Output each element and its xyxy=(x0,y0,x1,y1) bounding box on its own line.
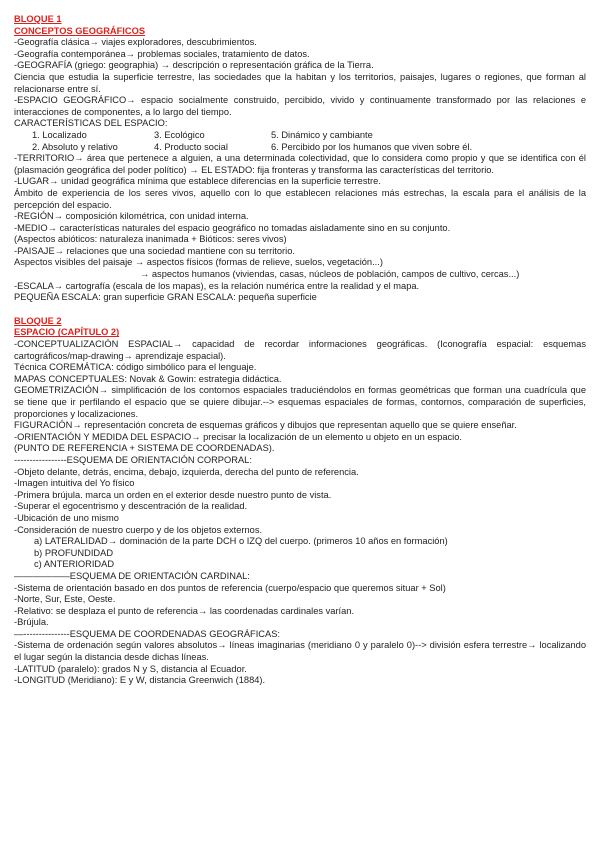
text-line: PEQUEÑA ESCALA: gran superficie GRAN ESCALA: pequeña superficie xyxy=(14,292,317,303)
characteristic-item: 1. Localizado xyxy=(32,129,87,140)
text-paragraph: Ámbito de experiencia de los seres vivos, aquello con lo que establecen relaciones más estrechas, la escala para el análisis de la percepción del espacio. xyxy=(14,187,586,210)
characteristic-item: 2. Absoluto y relativo xyxy=(32,141,118,152)
text-line: MAPAS CONCEPTUALES: Novak & Gowin: estrategia didáctica. xyxy=(14,373,282,384)
text-line: -LATITUD (paralelo): grados N y S, distancia al Ecuador. xyxy=(14,663,247,674)
text-paragraph: GEOMETRIZACIÓN→ simplificación de los contornos espaciales traduciéndolos en formas geométricas que forman una cuadrícula que se tiene que ir perfilando el espacio que se quiere dibujar.--> esquemas espaciales de formas, contornos, comparación de superficies, proporciones y localizaciones. xyxy=(14,385,586,419)
bloque-2-subtitle: ESPACIO (CAPÍTULO 2) xyxy=(14,327,120,338)
text-paragraph: -ESPACIO GEOGRÁFICO→ espacio socialmente construido, percibido, vivido y continuamente transformado por las relaciones e interacciones de componentes, a lo largo del tiempo. xyxy=(14,95,586,117)
bloque-2 xyxy=(14,316,586,687)
text-line: (PUNTO DE REFERENCIA + SISTEMA DE COORDENADAS). xyxy=(14,443,275,454)
text-line: -Imagen intuitiva del Yo físico xyxy=(14,478,135,489)
text-line: -Geografía contemporánea→ problemas sociales, tratamiento de datos. xyxy=(14,48,310,59)
text-line: -LUGAR→ unidad geográfica mínima que establece diferencias en la superficie terrestre. xyxy=(14,176,381,187)
text-line: -Brújula. xyxy=(14,617,49,628)
characteristic-item: 4. Producto social xyxy=(154,141,228,152)
text-line: -Objeto delante, detrás, encima, debajo, izquierda, derecha del punto de referencia. xyxy=(14,466,359,477)
text-line: -MEDIO→ características naturales del espacio geográfico no tomadas aisladamente sino en su conjunto. xyxy=(14,222,451,233)
bloque-1-subtitle: CONCEPTOS GEOGRÁFICOS xyxy=(14,25,146,36)
text-paragraph: FIGURACIÓN→ representación concreta de esquemas gráficos y dibujos que representan aquello que se quiere enseñar. xyxy=(14,420,517,431)
characteristic-item: 6. Percibido por los humanos que viven sobre él. xyxy=(271,141,473,152)
section-separator: -----------------ESQUEMA DE ORIENTACIÓN CORPORAL: xyxy=(14,454,252,465)
text-line: -LONGITUD (Meridiano): E y W, distancia Greenwich (1884). xyxy=(14,675,266,686)
text-line: -Geografía clásica→ viajes exploradores, descubrimientos. xyxy=(14,37,257,48)
characteristic-item: 3. Ecológico xyxy=(154,129,205,140)
text-line: -Relativo: se desplaza el punto de referencia→ las coordenadas cardinales varían. xyxy=(14,605,355,616)
list-item: b) PROFUNDIDAD xyxy=(34,547,114,558)
text-line: -Ubicación de uno mismo xyxy=(14,512,119,523)
text-paragraph: -Sistema de ordenación según valores absolutos→ líneas imaginarias (meridiano 0 y paralelo 0)--> división esfera terrestre→ localizando el lugar según la distancia desde dichas líneas. xyxy=(14,640,586,663)
characteristic-item: 5. Dinámico y cambiante xyxy=(271,129,373,140)
text-line: -REGIÓN→ composición kilométrica, con unidad interna. xyxy=(14,211,249,222)
characteristics-row xyxy=(14,142,586,154)
section-separator: ——————ESQUEMA DE ORIENTACIÓN CARDINAL: xyxy=(14,570,250,581)
text-line: -Primera brújula. marca un orden en el exterior desde nuestro punto de vista. xyxy=(14,489,332,500)
text-line: -ESCALA→ cartografía (escala de los mapas), es la relación numérica entre la realidad y el mapa. xyxy=(14,280,420,291)
text-line: -Superar el egocentrismo y descentración de la realidad. xyxy=(14,501,248,512)
text-line: -PAISAJE→ relaciones que una sociedad mantiene con su territorio. xyxy=(14,245,295,256)
characteristics-row xyxy=(14,130,586,142)
text-paragraph: -TERRITORIO→ área que pertenece a alguien, a una determinada colectividad, que lo considera como propio y que se identifica con él (plasmación geográfica del poder político) → EL ESTADO: fija fronteras y transforma las características del territorio. xyxy=(14,153,586,175)
bloque-1-title: BLOQUE 1 xyxy=(14,14,62,24)
text-paragraph: -CONCEPTUALIZACIÓN ESPACIAL→ capacidad de recordar informaciones geográficas. (Iconografía espacial: esquemas cartográficos/map-drawing→ aprendizaje espacial). xyxy=(14,339,586,361)
text-line: Aspectos visibles del paisaje → aspectos físicos (formas de relieve, suelos, vegetación...) xyxy=(14,257,383,268)
text-line: -Sistema de orientación basado en dos puntos de referencia (cuerpo/espacio que queremos situar + Sol) xyxy=(14,582,446,593)
text-line: Técnica COREMÁTICA: código simbólico para el lenguaje. xyxy=(14,362,257,373)
text-line: -GEOGRAFÍA (griego: geographia) → descripción o representación gráfica de la Tierra. xyxy=(14,60,374,71)
section-separator: —---------------ESQUEMA DE COORDENADAS GEOGRÁFICAS: xyxy=(14,628,280,639)
text-line: -Consideración de nuestro cuerpo y de los objetos externos. xyxy=(14,524,263,535)
text-line: → aspectos humanos (viviendas, casas, núcleos de población, campos de cultivo, cercas...) xyxy=(140,269,520,280)
list-item: a) LATERALIDAD→ dominación de la parte DCH o IZQ del cuerpo. (primeros 10 años en formación) xyxy=(34,536,448,547)
text-line: CARACTERÍSTICAS DEL ESPACIO: xyxy=(14,118,168,129)
text-line: -ORIENTACIÓN Y MEDIDA DEL ESPACIO→ precisar la localización de un elemento u objeto en un espacio. xyxy=(14,431,463,442)
bloque-2-title: BLOQUE 2 xyxy=(14,315,62,326)
bloque-1 xyxy=(14,14,586,304)
text-line: (Aspectos abióticos: naturaleza inanimada + Bióticos: seres vivos) xyxy=(14,234,287,245)
list-item: c) ANTERIORIDAD xyxy=(34,559,115,570)
text-line: -Norte, Sur, Este, Oeste. xyxy=(14,594,116,605)
text-paragraph: Ciencia que estudia la superficie terrestre, las sociedades que la habitan y los territorios, paisajes, lugares o regiones, que forman al relacionarse entre sí. xyxy=(14,71,586,94)
